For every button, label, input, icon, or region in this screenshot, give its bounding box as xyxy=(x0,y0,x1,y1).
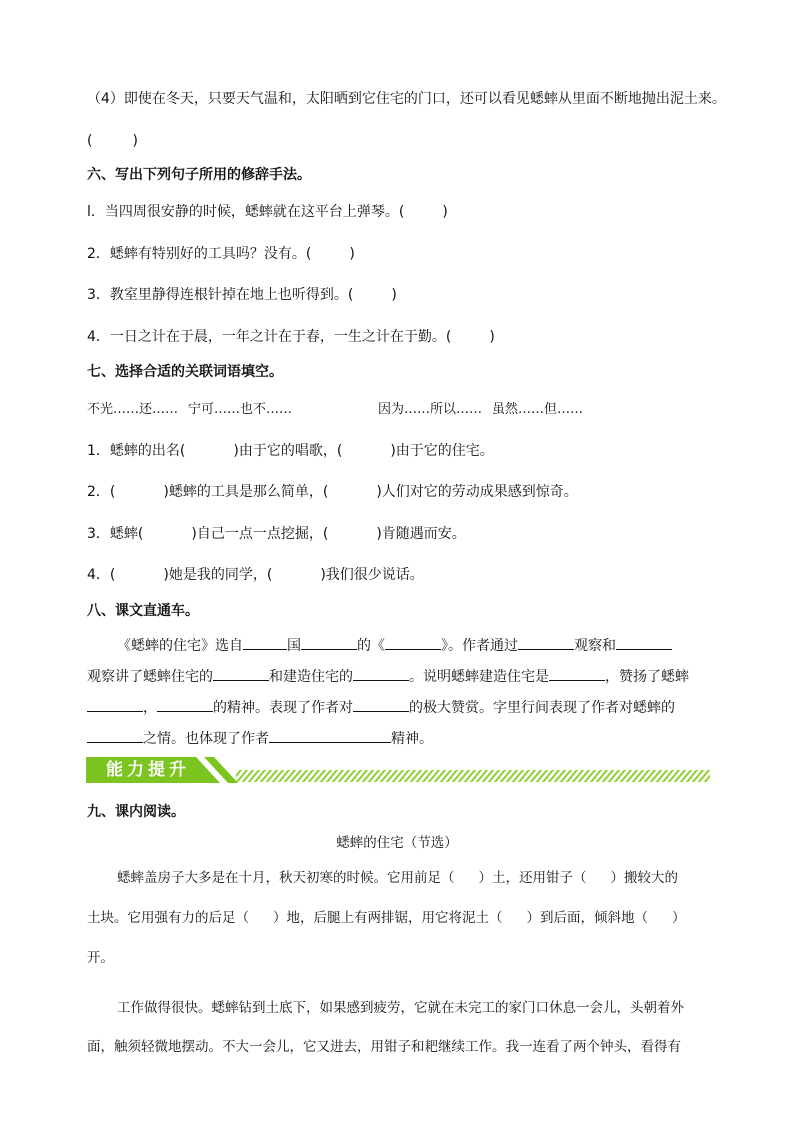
answer-blank[interactable] xyxy=(385,634,441,650)
question-item: 3．教室里静得连根针掉在地上也听得到。( ) xyxy=(87,287,397,303)
question-item: l．当四周很安静的时候，蟋蟀就在这平台上弹琴。( ) xyxy=(87,204,448,220)
answer-blank[interactable] xyxy=(157,696,213,712)
paren-close: ) xyxy=(132,133,138,149)
answer-blank[interactable] xyxy=(353,665,409,681)
passage-title: 蟋蟀的住宅（节选） xyxy=(336,835,458,851)
word-options xyxy=(87,400,583,420)
question-item: 3．蟋蟀( )自己一点一点挖掘，( )肯随遇而安。 xyxy=(87,526,466,542)
answer-blank[interactable] xyxy=(87,696,143,712)
answer-blank[interactable] xyxy=(549,665,605,681)
option: 宁可……也不…… xyxy=(188,402,293,417)
answer-blank[interactable] xyxy=(518,634,574,650)
question-text: （4）即使在冬天，只要天气温和，太阳晒到它住宅的门口，还可以看见蟋蟀从里面不断地抛出泥土来。 xyxy=(87,91,726,107)
question-item: 2．( )蟋蟀的工具是那么简单，( )人们对它的劳动成果感到惊奇。 xyxy=(87,484,578,500)
question-item: 4．( )她是我的同学，( )我们很少说话。 xyxy=(87,567,424,583)
question-item: 4．一日之计在于晨，一年之计在于春，一生之计在于勤。( ) xyxy=(87,329,495,345)
section-heading: 九、课内阅读。 xyxy=(87,804,185,820)
passage-line: 面，触须轻微地摆动。不大一会儿，它又进去，用钳子和耙继续工作。我一连看了两个钟头，看得有 xyxy=(87,1039,681,1055)
paren-open: ( xyxy=(87,133,93,149)
question-item: 2．蟋蟀有特别好的工具吗？没有。( ) xyxy=(87,246,355,262)
banner-hatch-stripe xyxy=(236,770,710,782)
banner-label: 能力提升 xyxy=(106,760,190,780)
option: 因为……所以…… xyxy=(378,402,483,417)
answer-blank[interactable] xyxy=(301,634,357,650)
section-heading: 六、写出下列句子所用的修辞手法。 xyxy=(87,167,311,183)
question-item: 1．蟋蟀的出名( )由于它的唱歌，( )由于它的住宅。 xyxy=(87,443,494,459)
section-heading: 八、课文直通车。 xyxy=(87,603,199,619)
fill-in-line: 观察讲了蟋蟀住宅的 和建造住宅的 。说明蟋蟀建造住宅是 ，赞扬了蟋蟀 xyxy=(87,665,689,687)
answer-blank[interactable] xyxy=(616,634,672,650)
passage-line: 开。 xyxy=(87,950,114,966)
passage-line: 土块。它用强有力的后足（ ）地，后腿上有两排锯，用它将泥土（ ）到后面，倾斜地（ ） xyxy=(87,910,686,926)
option: 不光……还…… xyxy=(87,402,179,417)
passage-line: 蟋蟀盖房子大多是在十月，秋天初寒的时候。它用前足（ ）土，还用钳子（ ）搬较大的 xyxy=(117,870,678,886)
answer-blank[interactable] xyxy=(353,696,409,712)
answer-blank[interactable] xyxy=(269,727,391,743)
answer-blank[interactable] xyxy=(87,131,138,151)
answer-blank[interactable] xyxy=(213,665,269,681)
section-heading: 七、选择合适的关联词语填空。 xyxy=(87,364,283,380)
answer-blank[interactable] xyxy=(243,634,287,650)
fill-in-line: 之情。也体现了作者 精神。 xyxy=(87,727,433,749)
passage-line: 工作做得很快。蟋蟀钻到土底下，如果感到疲劳，它就在未完工的家门口休息一会儿，头朝着外 xyxy=(117,1000,684,1016)
option: 虽然……但…… xyxy=(492,402,584,417)
fill-in-line: ， 的精神。表现了作者对 的极大赞赏。字里行间表现了作者对蟋蟀的 xyxy=(87,696,675,718)
fill-in-line: 《蟋蟀的住宅》选自 国 的《 》。作者通过 观察和 xyxy=(117,634,672,656)
answer-blank[interactable] xyxy=(87,727,143,743)
